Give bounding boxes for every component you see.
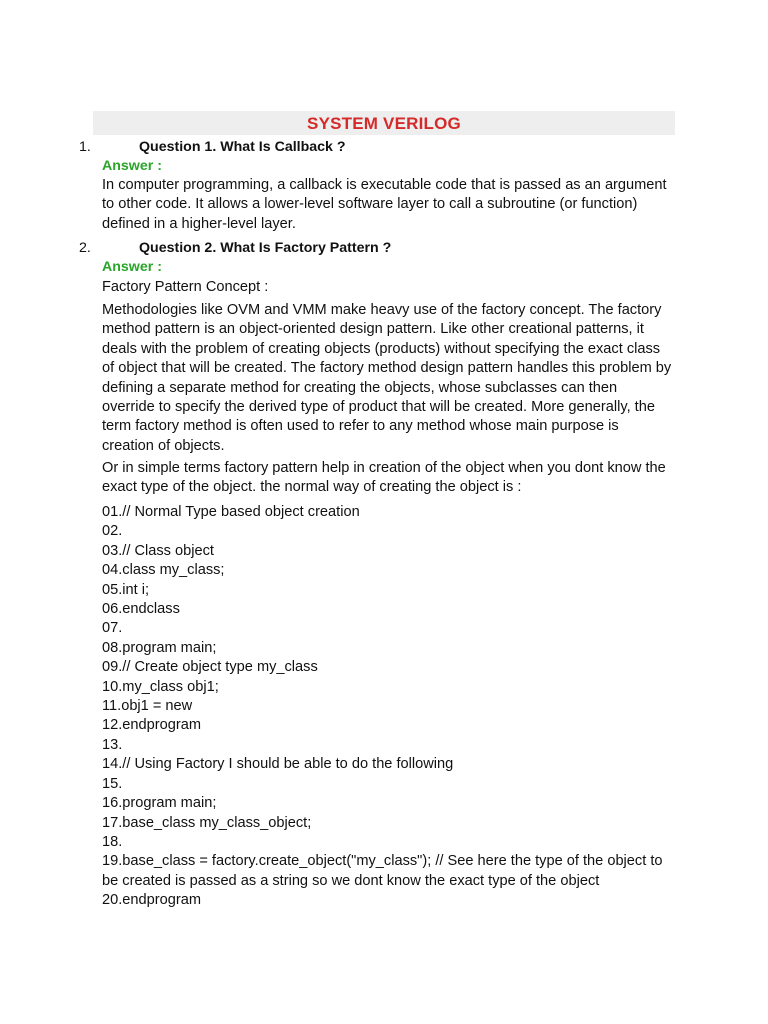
document-title: SYSTEM VERILOG (93, 111, 675, 135)
code-listing (102, 503, 672, 911)
code-line: 15. (102, 775, 123, 792)
code-line: 04.class my_class; (102, 562, 225, 579)
code-line: 17.base_class my_class_object; (102, 814, 312, 831)
answer-paragraph: Factory Pattern Concept : (102, 279, 269, 295)
code-line: 06.endclass (102, 601, 180, 618)
code-line: 11.obj1 = new (102, 698, 193, 715)
code-line: 13. (102, 736, 123, 753)
code-line: 20.endprogram (102, 892, 201, 909)
answer-paragraph: Or in simple terms factory pattern help in creation of the object when you dont know the exact type of the object. the normal way of creating the object is : (102, 460, 666, 496)
code-line: 08.program main; (102, 639, 217, 656)
question-title: Question 2. What Is Factory Pattern ? (139, 240, 392, 256)
code-line: 16.program main; (102, 795, 217, 812)
code-line: 07. (102, 620, 123, 637)
code-line: 10.my_class obj1; (102, 678, 219, 695)
question-number: 1. (79, 139, 91, 155)
code-line: 09.// Create object type my_class (102, 659, 318, 676)
answer-paragraph: In computer programming, a callback is executable code that is passed as an argument to other code. It allows a lower-level software layer to call a subroutine (or function) defined in a higher-level layer. (102, 177, 667, 232)
answer-label: Answer : (102, 259, 162, 275)
question-title: Question 1. What Is Callback ? (139, 139, 346, 155)
code-line: 02. (102, 523, 123, 540)
code-line: 19.base_class = factory.create_object("my_class"); // See here the type of the object to be created is passed as a string so we dont know the exact type of the object (102, 853, 667, 889)
question-number: 2. (79, 240, 91, 256)
answer-label: Answer : (102, 158, 162, 174)
code-line: 18. (102, 833, 123, 850)
code-line: 14.// Using Factory I should be able to do the following (102, 756, 454, 773)
code-line: 01.// Normal Type based object creation (102, 504, 360, 520)
code-line: 03.// Class object (102, 542, 214, 559)
code-line: 05.int i; (102, 581, 150, 598)
answer-paragraph: Methodologies like OVM and VMM make heavy use of the factory concept. The factory method pattern is an object-oriented design pattern. Like other creational patterns, it deals with the problem of creating objects (products) without specifying the exact class of object that will be created. The factory method design pattern handles this problem by defining a separate method for creating the objects, whose subclasses can then override to specify the derived type of product that will be created. More generally, the term factory method is often used to refer to any method whose main purpose is creation of objects. (102, 302, 672, 454)
code-line: 12.endprogram (102, 717, 201, 734)
